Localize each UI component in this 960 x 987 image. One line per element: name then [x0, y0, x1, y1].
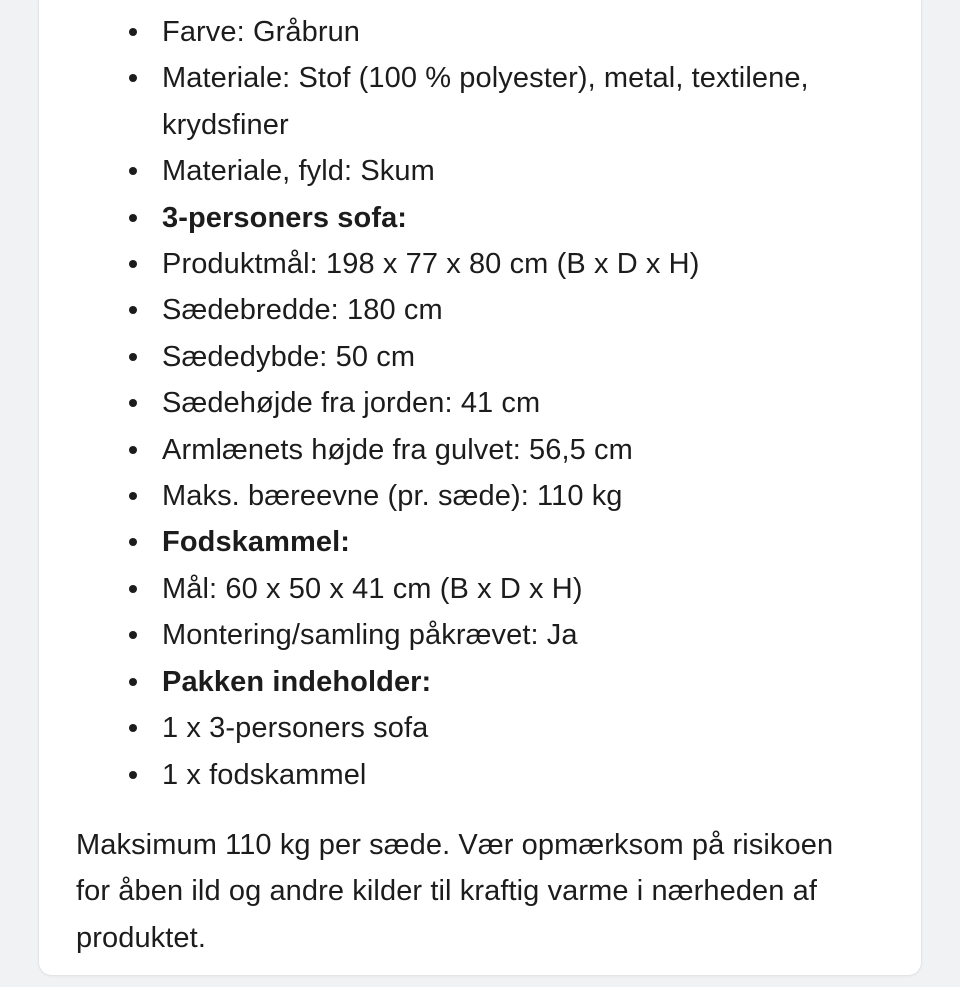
bullet-icon — [129, 28, 137, 36]
list-item — [162, 148, 921, 194]
list-item-label: Pakken indeholder: — [162, 665, 432, 698]
list-item — [162, 519, 921, 565]
list-item — [162, 287, 921, 333]
list-item-label: Farve: Gråbrun — [162, 16, 361, 48]
bullet-icon — [129, 353, 137, 361]
list-item — [162, 705, 921, 751]
bullet-icon — [129, 74, 137, 82]
list-item-label: Sædebredde: 180 cm — [162, 294, 443, 327]
list-item — [162, 473, 921, 519]
list-item — [162, 55, 921, 148]
list-item-label: Materiale: Stof (100 % polyester), metal, textilene, krydsfiner — [162, 62, 809, 141]
list-item — [162, 566, 921, 612]
bullet-icon — [129, 399, 137, 407]
bullet-icon — [129, 214, 137, 222]
list-item — [162, 427, 921, 473]
bullet-icon — [129, 678, 137, 686]
list-item-label: 1 x 3-personers sofa — [162, 712, 429, 745]
list-item — [162, 9, 921, 55]
list-item-label: Produktmål: 198 x 77 x 80 cm (B x D x H) — [162, 248, 700, 281]
list-item-label: Maks. bæreevne (pr. sæde): 110 kg — [162, 480, 623, 513]
bullet-icon — [129, 585, 137, 593]
list-item-label: Materiale, fyld: Skum — [162, 155, 435, 188]
bullet-icon — [129, 631, 137, 639]
list-item-label: Mål: 60 x 50 x 41 cm (B x D x H) — [162, 572, 583, 605]
safety-notice: Maksimum 110 kg per sæde. Vær opmærksom på risikoen for åben ild og andre kilder til kraftig varme i nærheden af produktet. — [76, 828, 834, 954]
bullet-icon — [129, 492, 137, 500]
specification-list — [39, 0, 921, 798]
bullet-icon — [129, 446, 137, 454]
bullet-icon — [129, 538, 137, 546]
list-item-label: Montering/samling påkrævet: Ja — [162, 619, 578, 652]
list-item — [162, 659, 921, 705]
list-item — [162, 334, 921, 380]
list-item — [162, 612, 921, 658]
product-description-card — [38, 0, 922, 976]
list-item-label: Sædehøjde fra jorden: 41 cm — [162, 387, 541, 420]
list-item-label: Sædedybde: 50 cm — [162, 340, 416, 373]
bullet-icon — [129, 260, 137, 268]
list-item — [162, 380, 921, 426]
card-body — [39, 0, 921, 961]
bullet-icon — [129, 167, 137, 175]
list-item-label: 1 x fodskammel — [162, 758, 367, 791]
list-item — [162, 195, 921, 241]
list-item-label: 3-personers sofa: — [162, 201, 408, 234]
list-item-label: Armlænets højde fra gulvet: 56,5 cm — [162, 433, 633, 466]
bullet-icon — [129, 771, 137, 779]
bullet-icon — [129, 724, 137, 732]
list-item-label: Fodskammel: — [162, 526, 351, 559]
list-item — [162, 752, 921, 798]
list-item — [162, 241, 921, 287]
bullet-icon — [129, 306, 137, 314]
